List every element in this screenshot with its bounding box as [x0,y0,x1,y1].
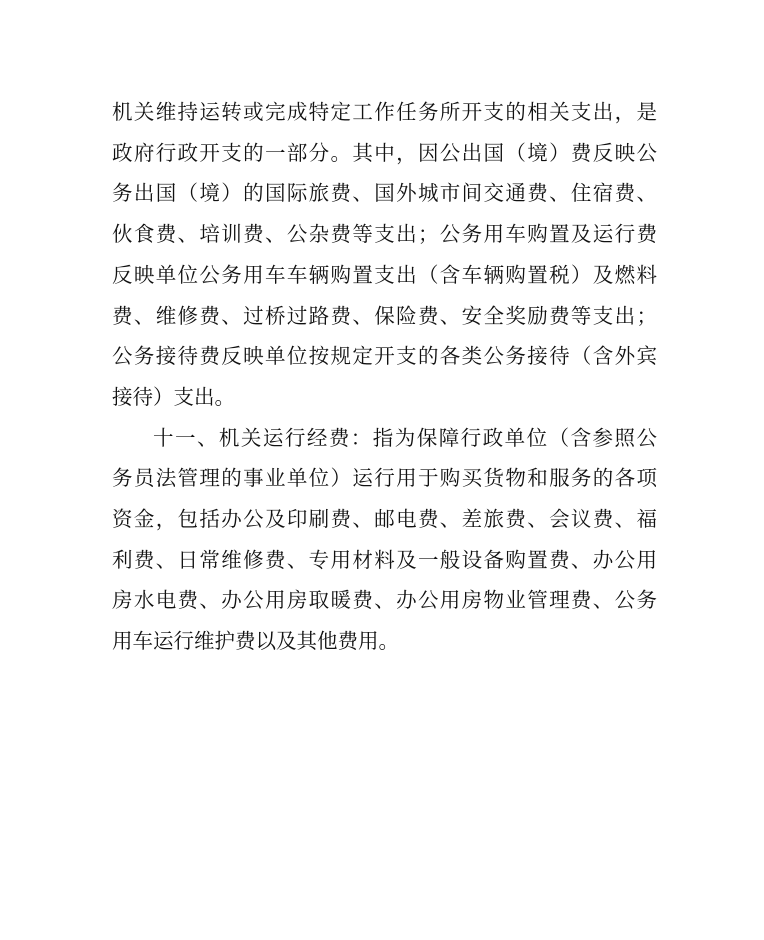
text-line: 务员法管理的事业单位）运行用于购买货物和服务的各项 [112,466,657,491]
text-line: 用车运行维护费以及其他费用。 [112,629,399,654]
text-line: 反映单位公务用车车辆购置支出（含车辆购置税）及燃料 [112,262,657,287]
text-line: 政府行政开支的一部分。其中，因公出国（境）费反映公 [112,140,657,165]
text-line: 务出国（境）的国际旅费、国外城市间交通费、住宿费、 [112,181,657,206]
text-line: 机关维持运转或完成特定工作任务所开支的相关支出，是 [112,100,657,124]
text-line: 利费、日常维修费、专用材料及一般设备购置费、办公用 [112,547,657,572]
text-line: 十一、机关运行经费：指为保障行政单位（含参照公 [153,425,657,450]
text-line: 公务接待费反映单位按规定开支的各类公务接待（含外宾 [112,344,657,369]
text-line: 伙食费、培训费、公杂费等支出；公务用车购置及运行费 [112,222,657,247]
text-line: 接待）支出。 [112,384,235,409]
document-body [112,92,657,662]
paragraph-public-funds-expenses [112,92,657,418]
paragraph-operating-expenses [112,418,657,662]
text-line: 费、维修费、过桥过路费、保险费、安全奖励费等支出； [112,303,657,328]
text-line: 资金，包括办公及印刷费、邮电费、差旅费、会议费、福 [112,507,657,532]
text-line: 房水电费、办公用房取暖费、办公用房物业管理费、公务 [112,588,657,613]
